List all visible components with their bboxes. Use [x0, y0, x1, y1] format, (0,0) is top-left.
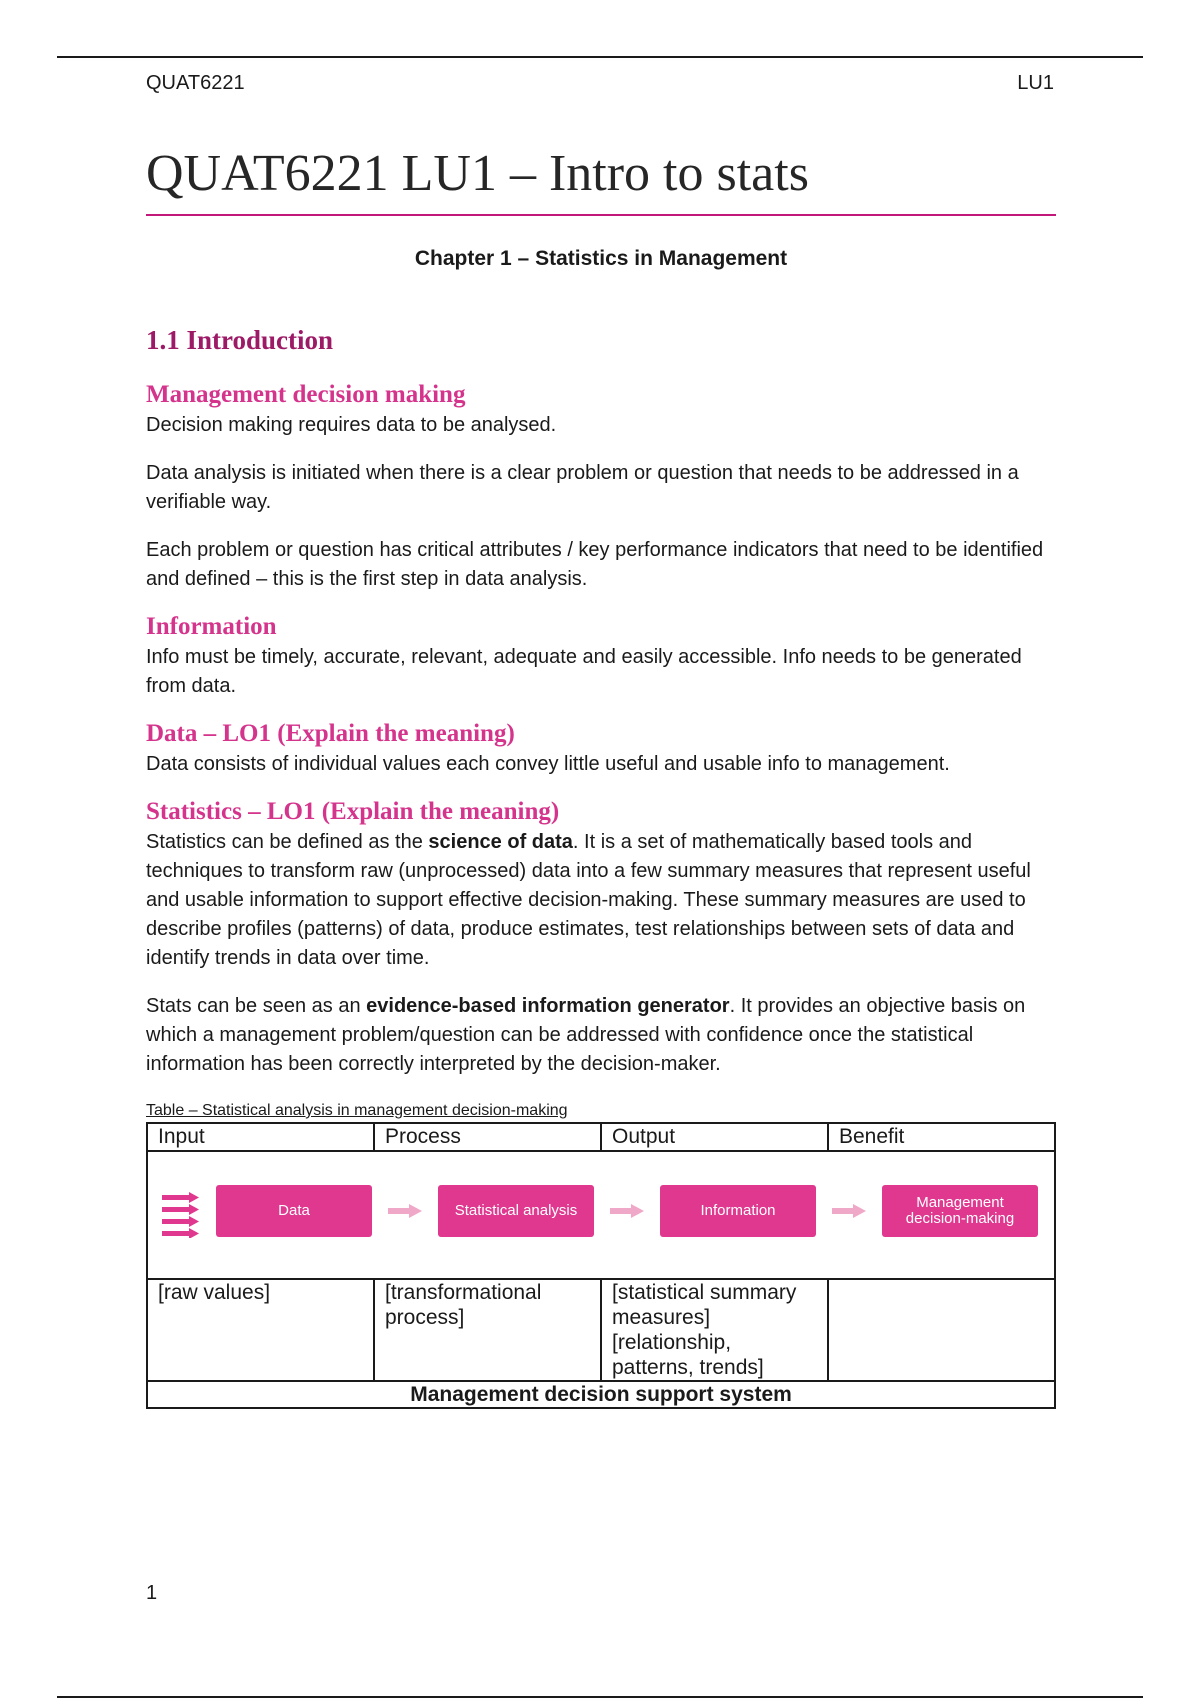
flow-box-statistical-analysis: Statistical analysis — [438, 1185, 594, 1237]
flow-arrow-icon — [832, 1204, 866, 1218]
table-footer-row — [147, 1381, 1055, 1408]
management-paragraph-3: Each problem or question has critical attributes / key performance indicators that need to be identified and defined – this is the first step in data analysis. — [146, 539, 1044, 590]
flow-arrow-icon — [610, 1204, 644, 1218]
flow-box-information: Information — [660, 1185, 816, 1237]
data-paragraph: Data consists of individual values each convey little useful and usable info to management. — [146, 753, 950, 775]
header-process: Process — [374, 1123, 601, 1151]
table-values-row — [147, 1279, 1055, 1381]
statistics-paragraph-1 — [146, 828, 1056, 973]
value-process: [transformational process] — [374, 1279, 601, 1381]
title-underline — [146, 214, 1056, 216]
flow-row — [147, 1151, 1055, 1279]
statistics-p1-after: . It is a set of mathematically based tools and techniques to transform raw (unprocessed) data into a few summary measures that represent useful and usable information to support effective decision-making. These summary measures are used to describe profiles (patterns) of data, produce estimates, test relationships between sets of data and identify trends in data over time. — [146, 831, 1031, 969]
statistics-p1-bold: science of data — [428, 831, 573, 853]
flow-cell — [147, 1151, 1055, 1279]
flow-box-management-decision-making: Management decision-making — [882, 1185, 1038, 1237]
header-course-code: QUAT6221 — [146, 72, 245, 94]
chapter-heading: Chapter 1 – Statistics in Management — [414, 247, 788, 270]
table-footer: Management decision support system — [147, 1381, 1055, 1408]
statistics-p2-before: Stats can be seen as an — [146, 995, 367, 1017]
value-output: [statistical summary measures] [relationship, patterns, trends] — [601, 1279, 828, 1381]
header-benefit: Benefit — [828, 1123, 1055, 1151]
header-unit: LU1 — [1017, 72, 1054, 94]
statistics-paragraph-2 — [146, 992, 1056, 1079]
top-rule — [57, 56, 1143, 58]
stats-process-table — [146, 1122, 1056, 1409]
header-output: Output — [601, 1123, 828, 1151]
document-body — [146, 323, 1056, 1409]
flow-box-data: Data — [216, 1185, 372, 1237]
management-paragraph-1: Decision making requires data to be analysed. — [146, 414, 557, 436]
input-arrows-icon — [162, 1192, 200, 1238]
data-heading: Data – LO1 (Explain the meaning) — [146, 720, 515, 747]
page-title: QUAT6221 LU1 – Intro to stats — [146, 145, 809, 202]
page-number: 1 — [146, 1582, 158, 1604]
statistics-p1-before: Statistics can be defined as the — [146, 831, 429, 853]
information-heading: Information — [146, 613, 277, 640]
bottom-rule — [57, 1696, 1143, 1698]
management-paragraph-2: Data analysis is initiated when there is a clear problem or question that needs to be addressed in a verifiable way. — [146, 462, 1019, 513]
flow-arrow-icon — [388, 1204, 422, 1218]
statistics-p2-bold: evidence-based information generator — [366, 995, 730, 1017]
statistics-p2-after: . It provides an objective basis on which a management problem/question can be addressed with confidence once the statistical information has been correctly interpreted by the decision-maker. — [146, 995, 1026, 1075]
statistics-heading: Statistics – LO1 (Explain the meaning) — [146, 798, 560, 825]
section-heading: 1.1 Introduction — [146, 325, 334, 355]
management-heading: Management decision making — [146, 381, 466, 408]
header-input: Input — [147, 1123, 374, 1151]
value-benefit — [828, 1279, 1055, 1381]
information-paragraph: Info must be timely, accurate, relevant, adequate and easily accessible. Info needs to be generated from data. — [146, 646, 1022, 697]
process-flow-diagram — [148, 1152, 1058, 1278]
table-header-row — [147, 1123, 1055, 1151]
table-caption: Table – Statistical analysis in management decision-making — [146, 1102, 568, 1119]
value-input: [raw values] — [147, 1279, 374, 1381]
